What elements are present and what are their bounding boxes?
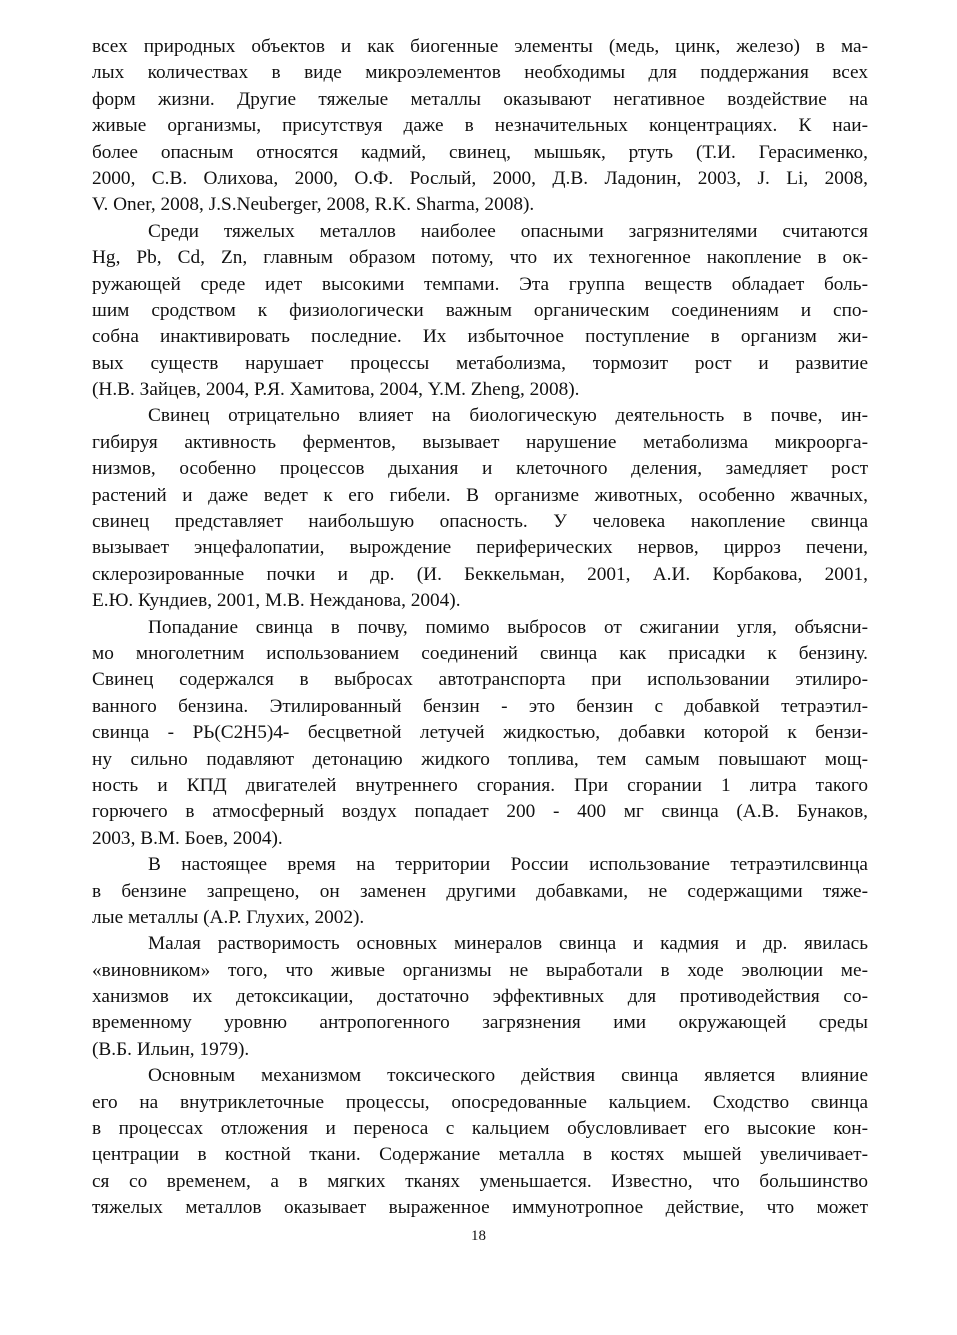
text-line: Свинец отрицательно влияет на биологическую деятельность в почве, ин-	[148, 405, 868, 427]
text-line: тяжелых металлов оказывает выраженное иммунотропное действие, что может	[92, 1197, 868, 1219]
paragraph	[92, 852, 868, 931]
text-line: лых количествах в виде микроэлементов необходимы для поддержания всех	[92, 62, 868, 84]
text-line: Е.Ю. Кундиев, 2001, М.В. Нежданова, 2004).	[92, 590, 461, 612]
text-line: ся со временем, а в мягких тканях уменьшается. Известно, что большинство	[92, 1170, 868, 1192]
paragraph	[92, 1063, 868, 1221]
text-line: вызывает энцефалопатии, вырождение периферических нервов, цирроз печени,	[92, 537, 868, 559]
text-line: его на внутриклеточные процессы, опосредованные кальцием. Сходство свинца	[92, 1091, 868, 1113]
text-line: Малая растворимость основных минералов свинца и кадмия и др. явилась	[148, 933, 868, 955]
text-line: Hg, Pb, Cd, Zn, главным образом потому, что их техногенное накопление в ок-	[92, 247, 868, 269]
text-line: свинец представляет наибольшую опасность. У человека накопление свинца	[92, 511, 868, 533]
paragraph	[92, 219, 868, 404]
paragraph	[92, 931, 868, 1063]
text-line: центрации в костной ткани. Содержание металла в костях мышей увеличивает-	[92, 1144, 868, 1166]
text-line: низмов, особенно процессов дыхания и клеточного деления, замедляет рост	[92, 458, 868, 480]
text-line: шим сродством к физиологически важным органическим соединениям и спо-	[92, 299, 868, 321]
page-number: 18	[471, 1228, 486, 1244]
text-line: в бензине запрещено, он заменен другими добавками, не содержащими тяже-	[92, 880, 868, 902]
text-line: ружающей среде идет высокими темпами. Эта группа веществ обладает боль-	[92, 273, 868, 295]
text-line: растений и даже ведет к его гибели. В организме животных, особенно жвачных,	[92, 484, 868, 506]
text-line: горючего в атмосферный воздух попадает 200 - 400 мг свинца (А.В. Бунаков,	[92, 801, 868, 823]
text-line: мо многолетним использованием соединений свинца как присадки к бензину.	[92, 642, 868, 664]
text-line: (В.Б. Ильин, 1979).	[92, 1038, 250, 1060]
text-line: V. Oner, 2008, J.S.Neuberger, 2008, R.K. Sharma, 2008).	[92, 194, 535, 216]
text-line: «виновником» того, что живые организмы не выработали в ходе эволюции ме-	[92, 959, 868, 981]
text-line: склерозированные почки и др. (И. Беккельман, 2001, А.И. Корбакова, 2001,	[92, 563, 868, 585]
text-line: ну сильно подавляют детонацию жидкого топлива, тем самым повышают мощ-	[92, 748, 868, 770]
text-line: 2003, В.М. Боев, 2004).	[92, 827, 283, 849]
paragraph	[92, 403, 868, 614]
text-line: вых существ нарушает процессы метаболизма, тормозит рост и развитие	[92, 352, 868, 374]
text-line: 2000, С.В. Олихова, 2000, О.Ф. Рослый, 2000, Д.В. Ладонин, 2003, J. Li, 2008,	[92, 167, 868, 189]
text-line: Основным механизмом токсического действия свинца является влияние	[148, 1065, 868, 1087]
text-line: В настоящее время на территории России использование тетраэтилсвинца	[148, 854, 868, 876]
text-line: Среди тяжелых металлов наиболее опасными загрязнителями считаются	[148, 220, 868, 242]
text-line: живые организмы, присутствуя даже в незначительных концентрациях. К наи-	[92, 115, 868, 137]
text-line: Свинец содержался в выбросах автотранспорта при использовании этилиро-	[92, 669, 868, 691]
text-line: Попадание свинца в почву, помимо выбросов от сжигании угля, объясни-	[148, 616, 868, 638]
text-line: ванного бензина. Этилированный бензин - это бензин с добавкой тетраэтил-	[92, 695, 868, 717]
text-line: ность и КПД двигателей внутреннего сгорания. При сгорании 1 литра такого	[92, 774, 868, 796]
text-line: свинца - PЬ(C2H5)4- бесцветной летучей жидкостью, добавки которой к бензи-	[92, 722, 868, 744]
text-line: гибируя активность ферментов, вызывает нарушение метаболизма микроорга-	[92, 431, 868, 453]
text-line: в процессах отложения и переноса с кальцием обусловливает его высокие кон-	[92, 1118, 868, 1140]
text-line: лые металлы (А.Р. Глухих, 2002).	[92, 906, 365, 928]
paragraph	[92, 34, 868, 219]
text-line: (Н.В. Зайцев, 2004, Р.Я. Хамитова, 2004, Y.M. Zheng, 2008).	[92, 379, 580, 401]
text-line: ханизмов их детоксикации, достаточно эффективных для противодействия со-	[92, 986, 868, 1008]
text-line: собна инактивировать последние. Их избыточное поступление в организм жи-	[92, 326, 868, 348]
paragraph	[92, 615, 868, 853]
text-line: форм жизни. Другие тяжелые металлы оказывают негативное воздействие на	[92, 88, 868, 110]
text-line: более опасным относятся кадмий, свинец, мышьяк, ртуть (Т.И. Герасименко,	[92, 141, 868, 163]
page-body	[92, 34, 868, 1222]
text-line: всех природных объектов и как биогенные элементы (медь, цинк, железо) в ма-	[92, 36, 868, 57]
text-line: временному уровню антропогенного загрязнения ими окружающей среды	[92, 1012, 868, 1034]
